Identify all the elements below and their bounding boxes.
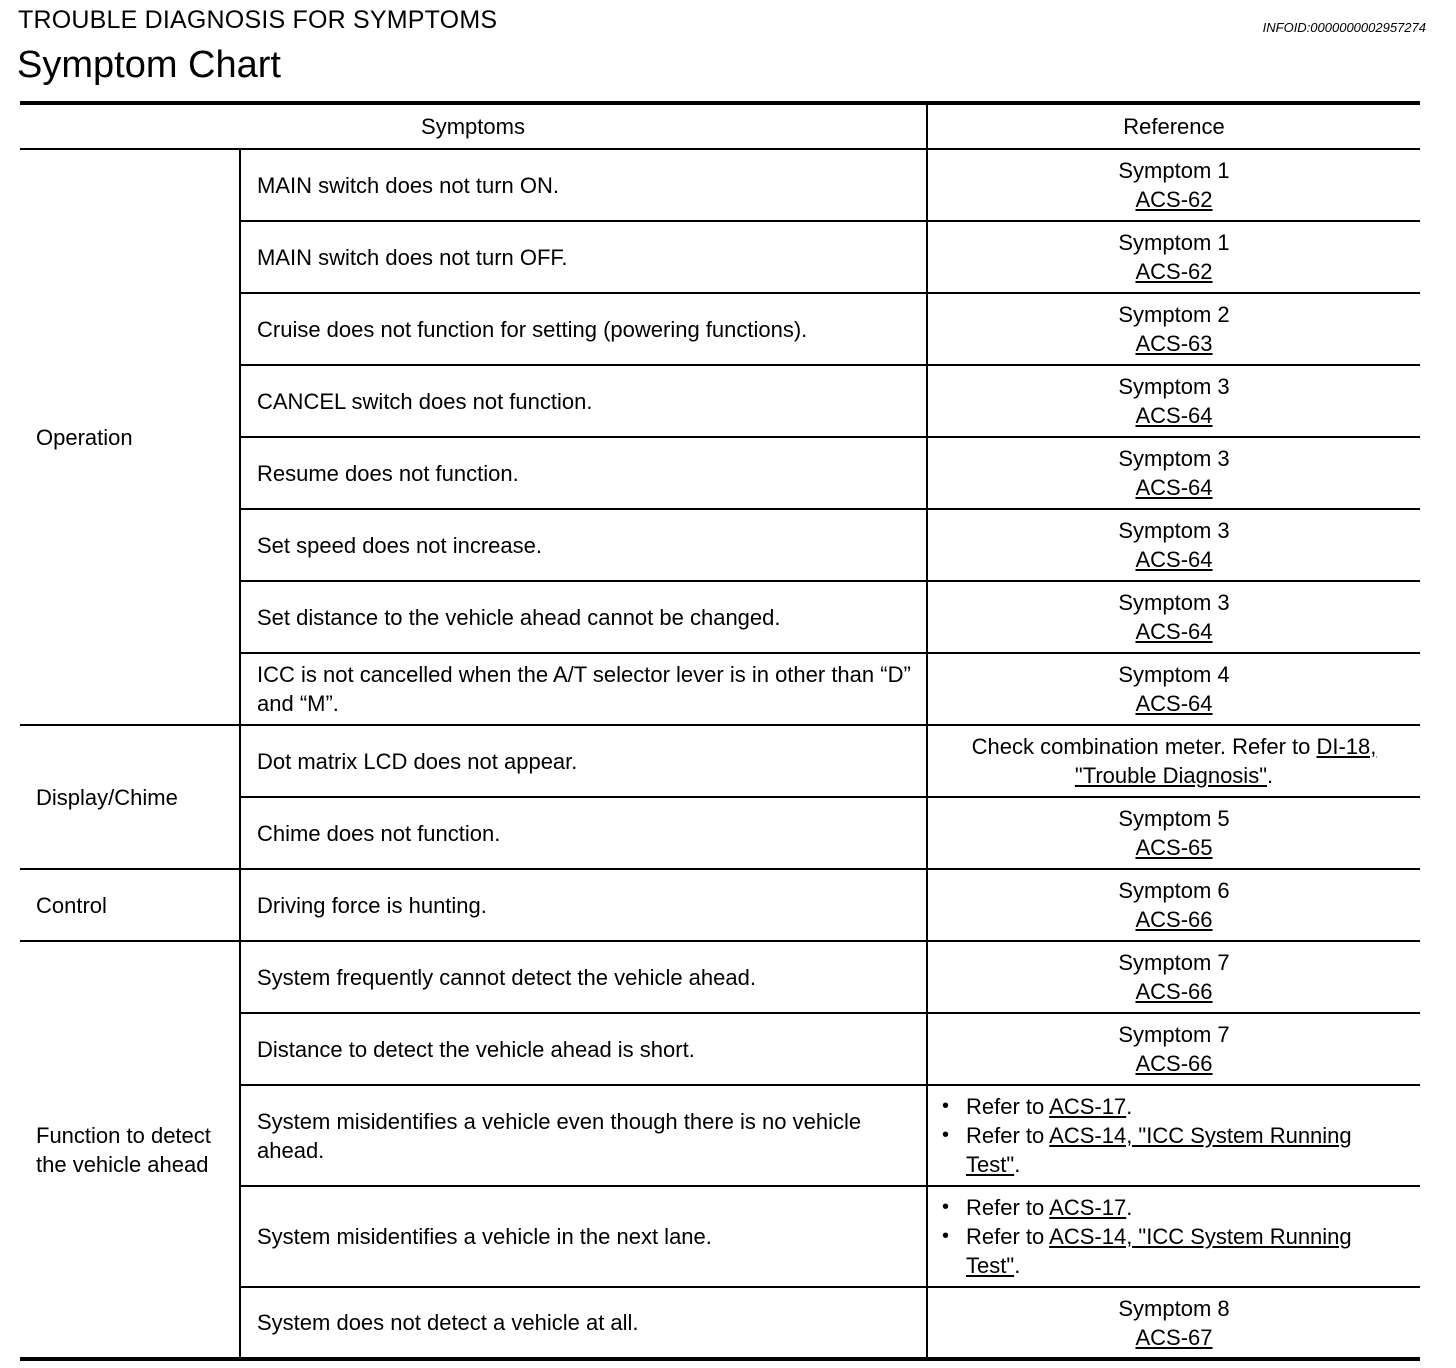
reference-cell (927, 437, 1420, 509)
table-row (20, 149, 1420, 221)
reference-text-end: . (1267, 763, 1274, 788)
info-id: INFOID:0000000002957274 (1262, 20, 1426, 35)
reference-label: Symptom 3 (1118, 590, 1230, 615)
symptom-cell: Chime does not function. (240, 797, 927, 869)
symptom-cell: CANCEL switch does not function. (240, 365, 927, 437)
symptom-cell: System misidentifies a vehicle in the next lane. (240, 1186, 927, 1287)
reference-bullet: • Refer to ACS-17. (966, 1092, 1410, 1121)
reference-link[interactable]: ACS-62 (1135, 187, 1213, 212)
reference-bullet: • Refer to ACS-14, "ICC System Running Test". (966, 1222, 1410, 1280)
symptom-cell: System frequently cannot detect the vehicle ahead. (240, 941, 927, 1013)
reference-cell (927, 149, 1420, 221)
reference-cell (927, 1287, 1420, 1359)
table-row (20, 869, 1420, 941)
symptom-chart-table (20, 101, 1420, 1361)
symptom-cell: Set speed does not increase. (240, 509, 927, 581)
symptom-cell: Distance to detect the vehicle ahead is short. (240, 1013, 927, 1085)
symptom-cell: ICC is not cancelled when the A/T selector lever is in other than “D” and “M”. (240, 653, 927, 725)
reference-link[interactable]: ACS-67 (1135, 1324, 1213, 1350)
header-symptoms: Symptoms (20, 103, 927, 149)
reference-link[interactable]: ACS-64 (1135, 691, 1213, 716)
reference-bullet: • Refer to ACS-14, "ICC System Running Test". (966, 1121, 1410, 1179)
category-cell: Control (20, 869, 240, 941)
symptom-cell: MAIN switch does not turn ON. (240, 149, 927, 221)
reference-cell (927, 293, 1420, 365)
section-title: TROUBLE DIAGNOSIS FOR SYMPTOMS (18, 6, 498, 34)
reference-link[interactable]: ACS-14, "ICC System Running Test" (966, 1123, 1352, 1177)
reference-link[interactable]: DI-18, "Trouble Diagnosis" (1074, 734, 1377, 788)
reference-label: Symptom 1 (1118, 230, 1230, 255)
category-cell: Display/Chime (20, 725, 240, 869)
table-row (20, 725, 1420, 797)
reference-label: Symptom 1 (1118, 158, 1230, 183)
reference-label: Symptom 3 (1118, 446, 1230, 471)
reference-label: Symptom 8 (1118, 1295, 1230, 1321)
reference-label: Symptom 6 (1118, 878, 1230, 903)
reference-list (928, 1193, 1420, 1280)
reference-cell (927, 869, 1420, 941)
reference-cell (927, 509, 1420, 581)
reference-list (928, 1092, 1420, 1179)
symptom-cell: Set distance to the vehicle ahead cannot be changed. (240, 581, 927, 653)
category-cell: Function to detect the vehicle ahead (20, 941, 240, 1359)
header-reference: Reference (927, 103, 1420, 149)
reference-label: Symptom 5 (1118, 806, 1230, 831)
reference-text: Check combination meter. Refer to (971, 734, 1317, 759)
symptom-cell: Resume does not function. (240, 437, 927, 509)
reference-bullet: • Refer to ACS-17. (966, 1193, 1410, 1222)
reference-link[interactable]: ACS-64 (1135, 619, 1213, 644)
reference-cell (927, 653, 1420, 725)
reference-cell (927, 941, 1420, 1013)
reference-link[interactable]: ACS-63 (1135, 331, 1213, 356)
reference-link[interactable]: ACS-66 (1135, 1051, 1213, 1076)
reference-cell (927, 365, 1420, 437)
reference-link[interactable]: ACS-65 (1135, 835, 1213, 860)
reference-cell (927, 1186, 1420, 1287)
reference-link[interactable]: ACS-66 (1135, 979, 1213, 1004)
reference-cell (927, 1085, 1420, 1186)
reference-link[interactable]: ACS-62 (1135, 259, 1213, 284)
table-row (20, 941, 1420, 1013)
reference-cell (927, 581, 1420, 653)
page-title: Symptom Chart (17, 44, 281, 86)
reference-label: Symptom 3 (1118, 374, 1230, 399)
symptom-cell: System does not detect a vehicle at all. (240, 1287, 927, 1359)
symptom-cell: MAIN switch does not turn OFF. (240, 221, 927, 293)
symptom-cell: System misidentifies a vehicle even though there is no vehicle ahead. (240, 1085, 927, 1186)
reference-link[interactable]: ACS-17 (1049, 1195, 1127, 1220)
reference-label: Symptom 3 (1118, 518, 1230, 543)
reference-cell (927, 725, 1420, 797)
reference-link[interactable]: ACS-66 (1135, 907, 1213, 932)
reference-cell (927, 1013, 1420, 1085)
symptom-cell: Dot matrix LCD does not appear. (240, 725, 927, 797)
reference-link[interactable]: ACS-64 (1135, 475, 1213, 500)
reference-label: Symptom 7 (1118, 1022, 1230, 1047)
reference-link[interactable]: ACS-64 (1135, 547, 1213, 572)
table-header-row (20, 103, 1420, 149)
reference-link[interactable]: ACS-17 (1049, 1094, 1127, 1119)
symptom-cell: Driving force is hunting. (240, 869, 927, 941)
reference-label: Symptom 7 (1118, 950, 1230, 975)
reference-label: Symptom 4 (1118, 662, 1230, 687)
category-cell: Operation (20, 149, 240, 725)
symptom-cell: Cruise does not function for setting (powering functions). (240, 293, 927, 365)
reference-cell (927, 797, 1420, 869)
reference-cell (927, 221, 1420, 293)
reference-link[interactable]: ACS-64 (1135, 403, 1213, 428)
reference-label: Symptom 2 (1118, 302, 1230, 327)
reference-link[interactable]: ACS-14, "ICC System Running Test" (966, 1224, 1352, 1278)
